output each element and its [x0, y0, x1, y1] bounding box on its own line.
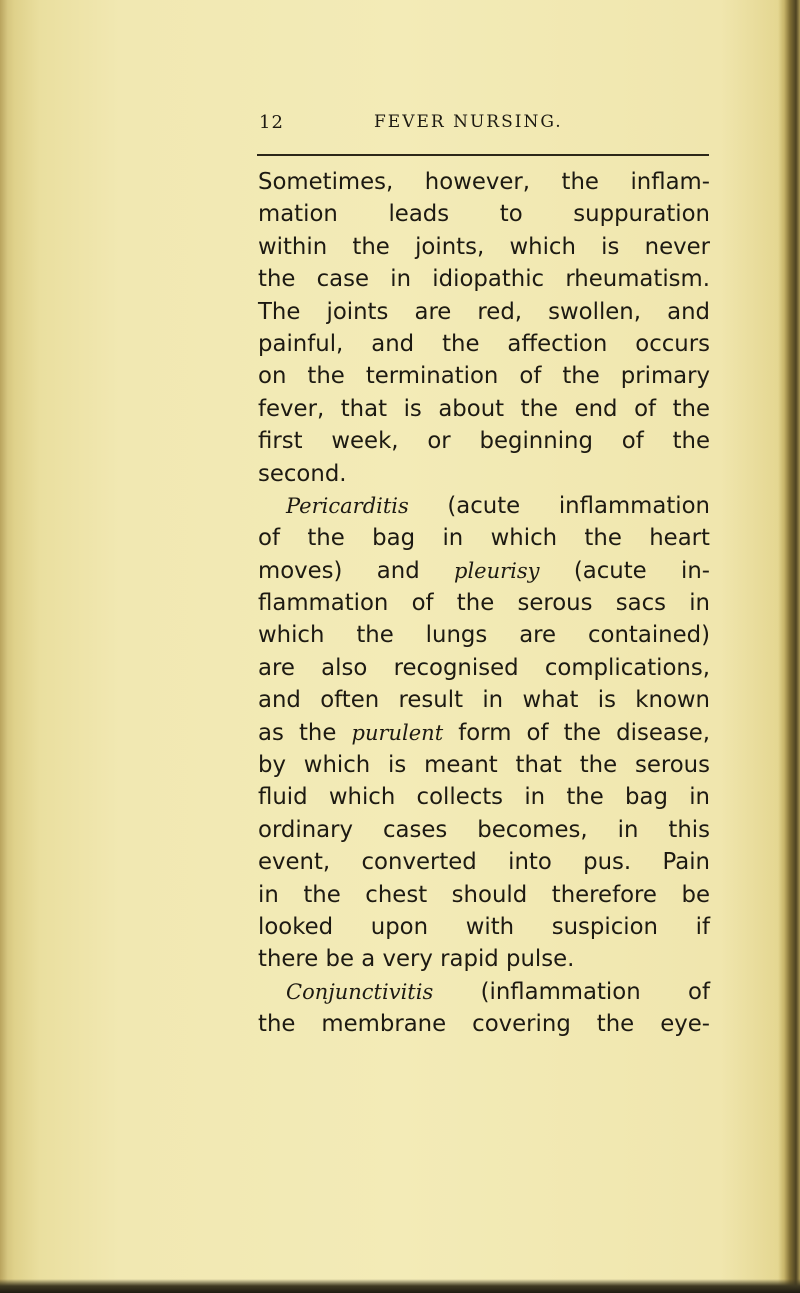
text-line: there be a very rapid pulse. — [258, 946, 575, 973]
page-number: 12 — [259, 112, 284, 133]
text-line: The joints are red, swollen, and — [258, 298, 710, 325]
italic-term-pleurisy: pleurisy — [454, 558, 540, 583]
text-segment: (acute in- — [539, 557, 710, 584]
running-head — [257, 112, 707, 142]
text-line: fever, that is about the end of the — [258, 395, 710, 422]
italic-term-pericarditis: Pericarditis — [286, 493, 409, 518]
text-line: by which is meant that the serous — [258, 752, 710, 779]
text-segment: (acute inflammation — [408, 492, 710, 519]
text-segment: as the — [258, 719, 352, 746]
header-rule — [257, 154, 709, 156]
text-line: looked upon with suspicion if — [258, 913, 710, 940]
text-line: flammation of the serous sacs in — [258, 590, 710, 617]
text-line: the case in idiopathic rheumatism. — [258, 266, 710, 293]
text-line: first week, or beginning of the — [258, 428, 710, 455]
text-line — [258, 976, 710, 1008]
text-line — [258, 490, 710, 522]
text-line: in the chest should therefore be — [258, 881, 710, 908]
italic-term-purulent: purulent — [351, 720, 444, 745]
text-line: are also recognised complications, — [258, 654, 710, 681]
text-segment: moves) and — [258, 557, 454, 584]
text-line: Sometimes, however, the inflam- — [258, 169, 710, 195]
body-text — [258, 166, 710, 1041]
text-line: of the bag in which the heart — [258, 525, 710, 552]
text-line: fluid which collects in the bag in — [258, 784, 710, 811]
text-line: the membrane covering the eye- — [258, 1011, 710, 1038]
italic-term-conjunctivitis: Conjunctivitis — [286, 979, 434, 1004]
text-line: second. — [258, 460, 347, 487]
text-line: within the joints, which is never — [258, 233, 710, 260]
text-line: ordinary cases becomes, in this — [258, 816, 710, 843]
running-title: FEVER NURSING. — [374, 112, 563, 132]
text-line — [258, 555, 710, 587]
text-segment: form of the disease, — [443, 719, 710, 746]
text-line: and often result in what is known — [258, 687, 710, 714]
text-line: on the termination of the primary — [258, 363, 710, 390]
page-gutter-edge — [0, 0, 14, 1293]
text-line: which the lungs are contained) — [258, 622, 710, 649]
text-line: mation leads to suppuration — [258, 201, 710, 228]
text-line: painful, and the affection occurs — [258, 330, 710, 357]
text-line — [258, 717, 710, 749]
page-bottom-edge — [0, 1279, 800, 1293]
page-fore-edge — [778, 0, 800, 1293]
text-segment: (inflammation of — [433, 978, 710, 1005]
text-line: event, converted into pus. Pain — [258, 849, 710, 876]
